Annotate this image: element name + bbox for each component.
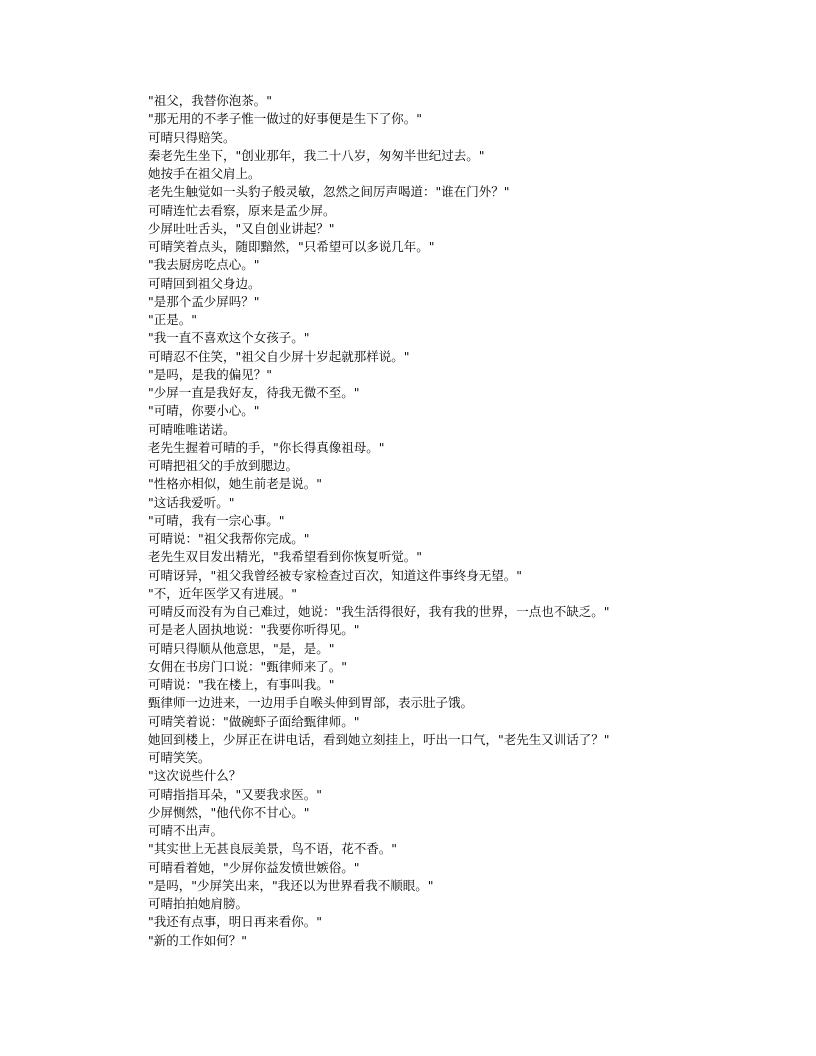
- text-line: "少屏一直是我好友，待我无微不至。": [148, 385, 360, 400]
- text-line: 可晴只得赔笑。: [148, 129, 236, 145]
- text-line: 可晴回到祖父身边。: [148, 275, 261, 291]
- text-line: 秦老先生坐下，"创业那年，我二十八岁，匆匆半世纪过去。": [148, 147, 485, 163]
- text-line: "可晴，你要小心。": [148, 403, 260, 419]
- text-line: 少屏恻然，"他代你不甘心。": [148, 804, 310, 820]
- text-line: 可晴把祖父的手放到腮边。: [148, 458, 299, 473]
- text-line: 她回到楼上，少屏正在讲电话，看到她立刻挂上，吁出一口气，"老先生又训话了？": [148, 731, 610, 747]
- text-line: 可晴不出声。: [148, 823, 224, 838]
- text-line: 老先生双目发出精光，"我希望看到你恢复听觉。": [148, 549, 422, 565]
- text-line: "不，近年医学又有进展。": [148, 585, 297, 601]
- text-line: 老先生触觉如一头豹子般灵敏，忽然之间厉声喝道："谁在门外？": [148, 184, 510, 200]
- text-line: "可晴，我有一宗心事。": [148, 512, 285, 528]
- text-line: 少屏吐吐舌头，"又自创业讲起？": [148, 220, 335, 236]
- text-line: 可晴忍不住笑，"祖父自少屏十岁起就那样说。": [148, 348, 410, 364]
- text-line: 可晴说："我在楼上，有事叫我。": [148, 677, 335, 692]
- text-line: 可晴拍拍她肩膀。: [148, 896, 249, 911]
- text-line: 老先生握着可晴的手，"你长得真像祖母。": [148, 439, 385, 455]
- text-line: "这次说些什么？: [148, 768, 242, 784]
- text-line: "是吗，"少屏笑出来，"我还以为世界看我不顺眼。": [148, 877, 434, 893]
- text-line: "正是。": [148, 312, 197, 327]
- text-line: 可晴指指耳朵，"又要我求医。": [148, 786, 322, 802]
- text-line: 可是老人固执地说："我要你听得见。": [148, 622, 360, 638]
- text-line: "我去厨房吃点心。": [148, 257, 260, 273]
- text-line: "新的工作如何？": [148, 932, 247, 948]
- text-line: "那无用的不孝子惟一做过的好事便是生下了你。": [148, 111, 422, 127]
- document-body: [148, 92, 788, 950]
- text-line: "性格亦相似，她生前老是说。": [148, 476, 322, 492]
- text-line: "是吗，是我的偏见？": [148, 366, 272, 382]
- text-line: 可晴笑着点头，随即黯然，"只希望可以多说几年。": [148, 239, 435, 254]
- text-line: 可晴唯唯诺诺。: [148, 421, 236, 437]
- text-line: "我还有点事，明日再来看你。": [148, 914, 322, 930]
- text-line: 可晴笑笑。: [148, 750, 211, 765]
- text-line: "这话我爱听。": [148, 494, 235, 510]
- text-line: 甄律师一边进来，一边用手自喉头伸到胃部，表示肚子饿。: [148, 695, 474, 711]
- text-line: 可晴只得顺从他意思，"是，是。": [148, 640, 335, 656]
- text-line: 可晴连忙去看察，原来是孟少屏。: [148, 202, 336, 218]
- text-line: 可晴讶异，"祖父我曾经被专家检查过百次，知道这件事终身无望。": [148, 567, 523, 583]
- text-line: 可晴笑着说："做碗虾子面给甄律师。": [148, 713, 360, 729]
- text-line: "是那个孟少屏吗？": [148, 293, 260, 309]
- text-line: 可晴反而没有为自己难过，她说："我生活得很好，我有我的世界，一点也不缺乏。": [148, 604, 610, 619]
- text-line: 可晴看着她，"少屏你益发愤世嫉俗。": [148, 859, 360, 875]
- text-line: "我一直不喜欢这个女孩子。": [148, 330, 310, 346]
- text-line: 她按手在祖父肩上。: [148, 166, 261, 181]
- text-line: 可晴说："祖父我帮你完成。": [148, 531, 310, 546]
- text-line: 女佣在书房门口说："甄律师来了。": [148, 658, 347, 674]
- text-line: "祖父，我替你泡茶。": [148, 93, 272, 108]
- text-line: "其实世上无甚良辰美景，鸟不语，花不香。": [148, 841, 397, 857]
